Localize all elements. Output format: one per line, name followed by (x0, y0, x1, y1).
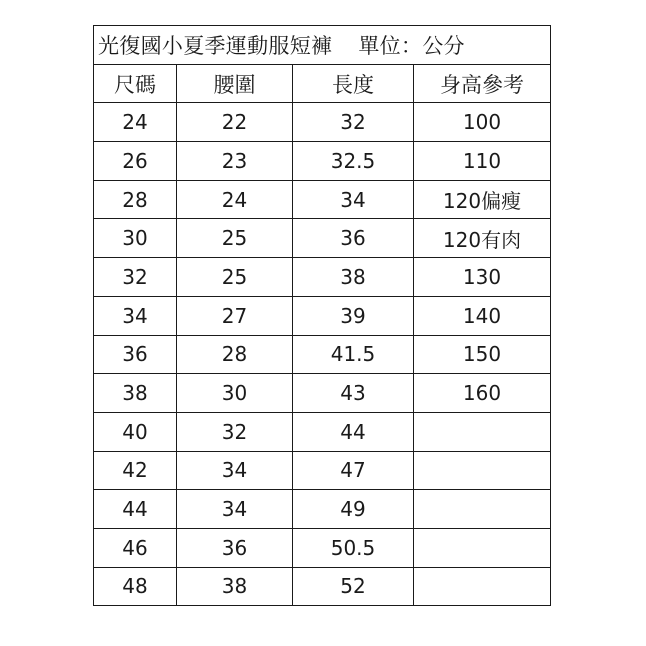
cell-waist: 36 (177, 528, 293, 567)
header-waist: 腰圍 (177, 64, 293, 103)
cell-length: 50.5 (293, 528, 414, 567)
table-row (94, 103, 551, 142)
cell-size: 48 (94, 567, 177, 606)
table-row (94, 296, 551, 335)
cell-length: 52 (293, 567, 414, 606)
cell-size: 40 (94, 412, 177, 451)
cell-length: 43 (293, 374, 414, 413)
header-height-reference: 身高參考 (414, 64, 551, 103)
cell-waist: 25 (177, 219, 293, 258)
cell-height-reference: 100 (414, 103, 551, 142)
table-row (94, 412, 551, 451)
header-size: 尺碼 (94, 64, 177, 103)
cell-length: 32 (293, 103, 414, 142)
header-row (94, 64, 551, 103)
cell-height-reference (414, 528, 551, 567)
title-text: 光復國小夏季運動服短褲 (98, 33, 333, 58)
table-row (94, 258, 551, 297)
cell-height-reference (414, 490, 551, 529)
cell-waist: 32 (177, 412, 293, 451)
title-row (94, 26, 551, 65)
cell-height-reference: 150 (414, 335, 551, 374)
cell-size: 30 (94, 219, 177, 258)
cell-size: 36 (94, 335, 177, 374)
cell-waist: 24 (177, 180, 293, 219)
cell-height-reference (414, 412, 551, 451)
table-row (94, 142, 551, 181)
cell-height-reference (414, 451, 551, 490)
cell-length: 47 (293, 451, 414, 490)
cell-length: 32.5 (293, 142, 414, 181)
cell-size: 32 (94, 258, 177, 297)
cell-length: 38 (293, 258, 414, 297)
cell-height-reference: 140 (414, 296, 551, 335)
cell-size: 34 (94, 296, 177, 335)
table-row (94, 219, 551, 258)
cell-size: 38 (94, 374, 177, 413)
table-row (94, 451, 551, 490)
cell-waist: 34 (177, 490, 293, 529)
cell-size: 42 (94, 451, 177, 490)
cell-waist: 25 (177, 258, 293, 297)
cell-length: 49 (293, 490, 414, 529)
cell-length: 39 (293, 296, 414, 335)
header-length: 長度 (293, 64, 414, 103)
table-row (94, 335, 551, 374)
cell-length: 44 (293, 412, 414, 451)
table-row (94, 180, 551, 219)
cell-waist: 27 (177, 296, 293, 335)
cell-height-reference: 130 (414, 258, 551, 297)
cell-waist: 34 (177, 451, 293, 490)
cell-waist: 23 (177, 142, 293, 181)
cell-size: 26 (94, 142, 177, 181)
cell-size: 28 (94, 180, 177, 219)
unit-text: 單位：公分 (358, 33, 465, 58)
cell-waist: 38 (177, 567, 293, 606)
cell-waist: 28 (177, 335, 293, 374)
cell-height-reference (414, 567, 551, 606)
cell-size: 24 (94, 103, 177, 142)
table-row (94, 567, 551, 606)
cell-height-reference: 160 (414, 374, 551, 413)
table-row (94, 490, 551, 529)
cell-height-reference: 110 (414, 142, 551, 181)
cell-waist: 30 (177, 374, 293, 413)
table-row (94, 374, 551, 413)
cell-height-reference: 120有肉 (414, 219, 551, 258)
cell-size: 44 (94, 490, 177, 529)
cell-size: 46 (94, 528, 177, 567)
table-title (94, 26, 551, 65)
cell-length: 34 (293, 180, 414, 219)
cell-height-reference: 120偏瘦 (414, 180, 551, 219)
table-row (94, 528, 551, 567)
cell-length: 41.5 (293, 335, 414, 374)
cell-waist: 22 (177, 103, 293, 142)
size-chart-table (93, 25, 551, 606)
cell-length: 36 (293, 219, 414, 258)
